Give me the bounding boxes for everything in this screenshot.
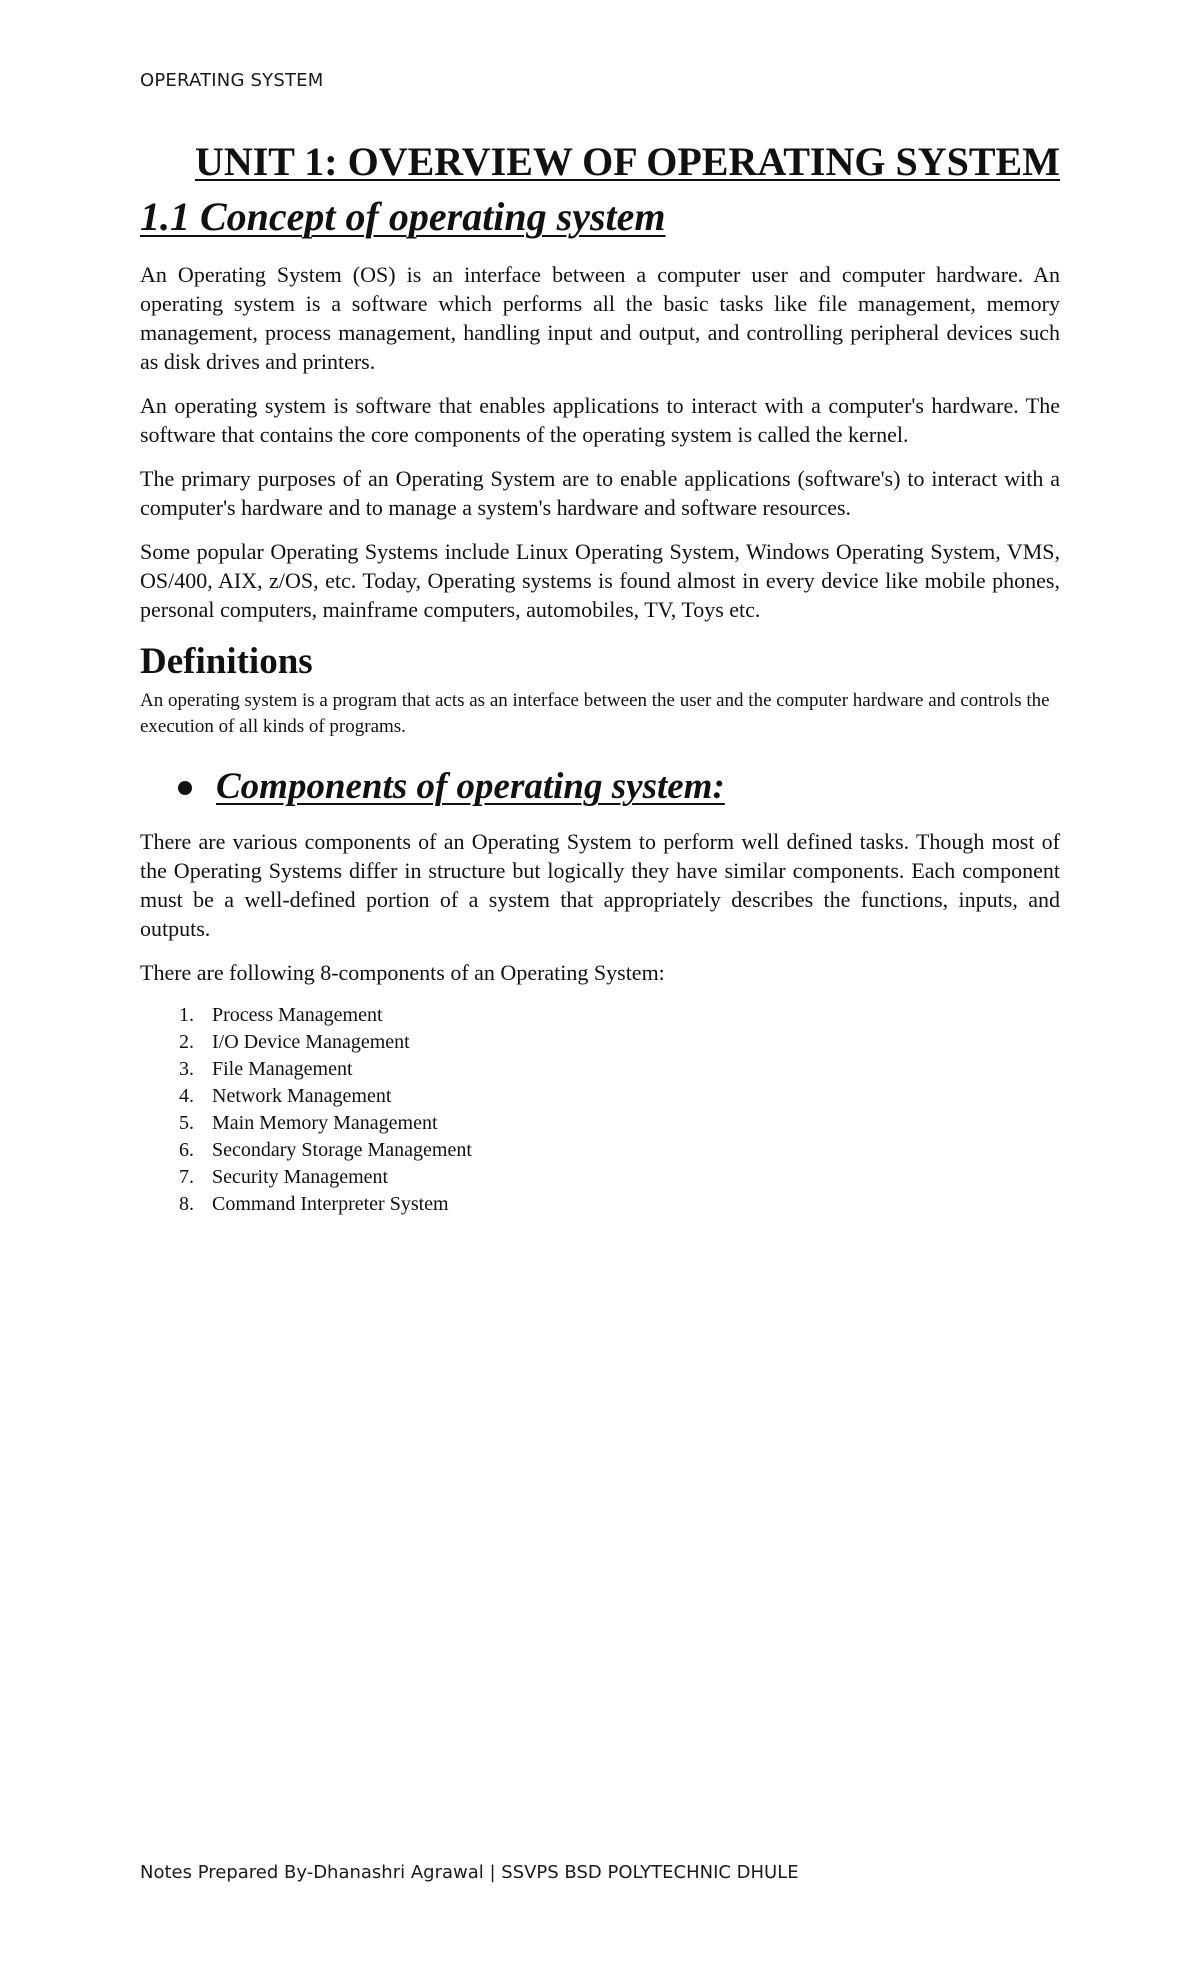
page-footer: Notes Prepared By-Dhanashri Agrawal | SSVPS BSD POLYTECHNIC DHULE	[140, 1862, 799, 1883]
list-item	[140, 1056, 1060, 1083]
list-item-number: 2.	[179, 1030, 194, 1053]
components-list	[140, 1002, 1060, 1218]
components-intro: There are following 8-components of an Operating System:	[140, 959, 665, 985]
list-item-number: 1.	[179, 1003, 194, 1026]
definition-text: An operating system is a program that acts as an interface between the user and the computer hardware and controls the execution of all kinds of programs.	[140, 690, 1050, 738]
list-item-label: Main Memory Management	[212, 1111, 438, 1134]
list-item	[140, 1083, 1060, 1110]
list-item-label: Command Interpreter System	[212, 1192, 449, 1215]
page-content	[140, 140, 1060, 1218]
concept-paragraph: An Operating System (OS) is an interface between a computer user and computer hardware. An operating system is a software which performs all the basic tasks like file management, memory management, process management, handling input and output, and controlling peripheral devices such as disk drives and printers.	[140, 262, 1060, 374]
list-item-number: 6.	[179, 1138, 194, 1161]
list-item	[140, 1110, 1060, 1137]
list-item-label: File Management	[212, 1057, 353, 1080]
concept-paragraph: The primary purposes of an Operating System are to enable applications (software's) to interact with a computer's hardware and to manage a system's hardware and software resources.	[140, 466, 1060, 520]
list-item	[140, 1029, 1060, 1056]
bullet-icon	[178, 781, 192, 795]
list-item-label: Security Management	[212, 1165, 389, 1188]
list-item-number: 7.	[179, 1165, 194, 1188]
list-item-number: 5.	[179, 1111, 194, 1134]
list-item-number: 3.	[179, 1057, 194, 1080]
list-item-label: I/O Device Management	[212, 1030, 410, 1053]
list-item-label: Secondary Storage Management	[212, 1138, 472, 1161]
unit-title: UNIT 1: OVERVIEW OF OPERATING SYSTEM	[194, 139, 1060, 184]
concept-paragraph: Some popular Operating Systems include Linux Operating System, Windows Operating System, VMS, OS/400, AIX, z/OS, etc. Today, Operating systems is found almost in every device like mobile phones, personal computers, mainframe computers, automobiles, TV, Toys etc.	[140, 539, 1060, 622]
list-item	[140, 1002, 1060, 1029]
components-heading	[140, 766, 1060, 809]
components-heading-text: Components of operating system:	[216, 766, 725, 808]
section-title: 1.1 Concept of operating system	[140, 194, 666, 239]
list-item	[140, 1164, 1060, 1191]
running-header: OPERATING SYSTEM	[140, 70, 324, 91]
definitions-heading: Definitions	[140, 641, 313, 682]
list-item-label: Process Management	[212, 1003, 383, 1026]
list-item-label: Network Management	[212, 1084, 392, 1107]
list-item	[140, 1137, 1060, 1164]
list-item-number: 4.	[179, 1084, 194, 1107]
components-paragraph: There are various components of an Operating System to perform well defined tasks. Though most of the Operating Systems differ in structure but logically they have similar components. Each component must be a well-defined portion of a system that appropriately describes the functions, inputs, and outputs.	[140, 828, 1060, 941]
list-item-number: 8.	[179, 1192, 194, 1215]
concept-paragraph: An operating system is software that enables applications to interact with a computer's hardware. The software that contains the core components of the operating system is called the kernel.	[140, 393, 1060, 447]
list-item	[140, 1191, 1060, 1218]
